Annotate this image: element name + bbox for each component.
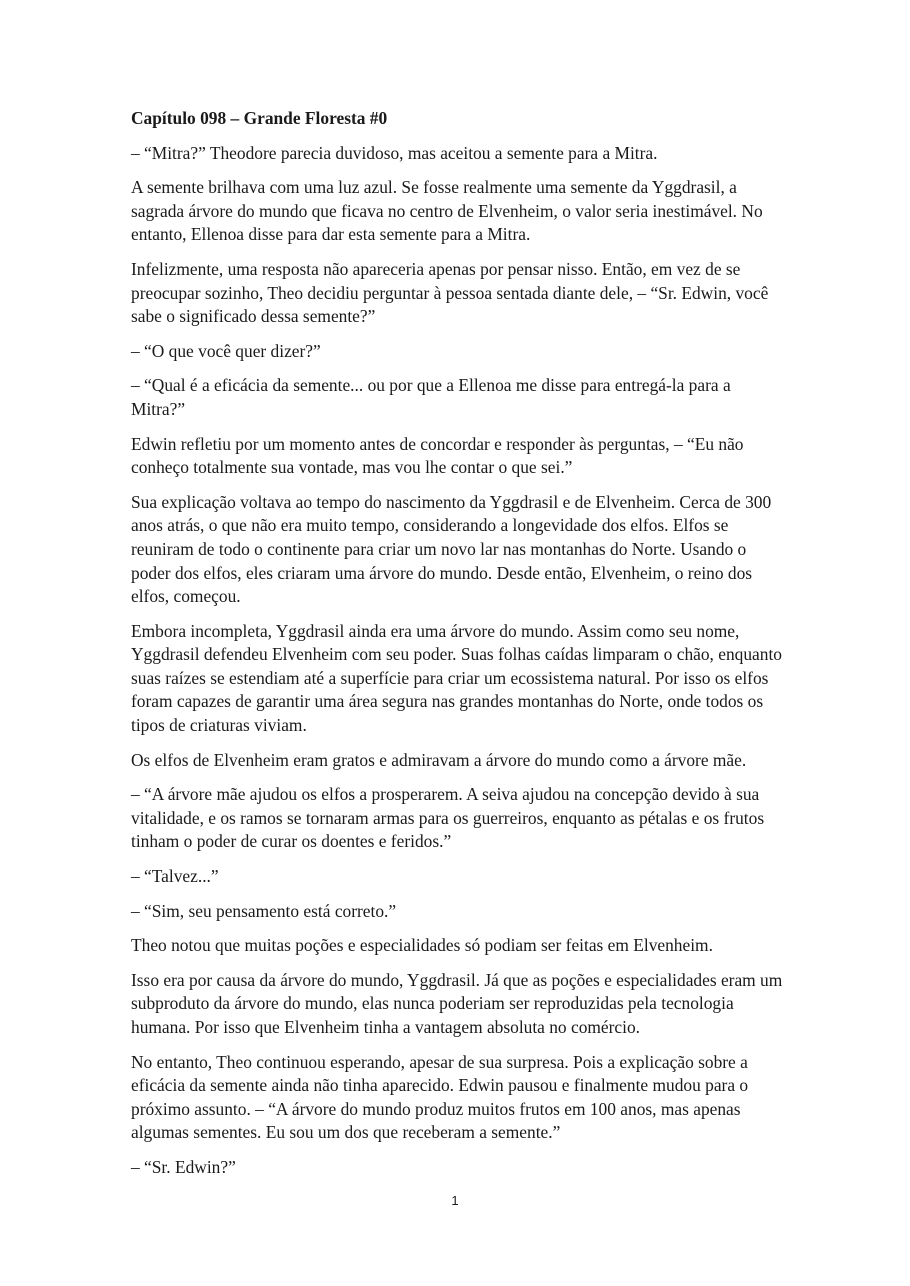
page-number: 1 (451, 1193, 459, 1208)
paragraph: No entanto, Theo continuou esperando, apesar de sua surpresa. Pois a explicação sobre a eficácia da semente ainda não tinha aparecido. Edwin pausou e finalmente mudou para o próximo assunto. – “A árvore do mundo produz muitos frutos em 100 anos, mas apenas algumas sementes. Eu sou um dos que receberam a semente.” (131, 1051, 749, 1143)
paragraph: – “O que você quer dizer?” (131, 340, 321, 361)
paragraph: Infelizmente, uma resposta não apareceria apenas por pensar nisso. Então, em vez de se preocupar sozinho, Theo decidiu perguntar à pessoa sentada diante dele, – “Sr. Edwin, você sabe o significado dessa semente?” (131, 258, 769, 327)
paragraph: Edwin refletiu por um momento antes de concordar e responder às perguntas, – “Eu não conheço totalmente sua vontade, mas vou lhe contar o que sei.” (131, 433, 744, 478)
paragraph: Isso era por causa da árvore do mundo, Yggdrasil. Já que as poções e especialidades eram um subproduto da árvore do mundo, elas nunca poderiam ser reproduzidas pela tecnologia humana. Por isso que Elvenheim tinha a vantagem absoluta no comércio. (131, 969, 783, 1037)
paragraph: – “Mitra?” Theodore parecia duvidoso, mas aceitou a semente para a Mitra. (131, 142, 658, 163)
document-body (131, 107, 783, 1191)
paragraph: – “Sim, seu pensamento está correto.” (131, 900, 397, 921)
paragraph: Embora incompleta, Yggdrasil ainda era uma árvore do mundo. Assim como seu nome, Yggdrasil defendeu Elvenheim com seu poder. Suas folhas caídas limparam o chão, enquanto suas raízes se estendiam até a superfície para criar um ecossistema natural. Por isso os elfos foram capazes de garantir uma área segura nas grandes montanhas do Norte, onde todos os tipos de criaturas viviam. (131, 620, 782, 736)
paragraph: Os elfos de Elvenheim eram gratos e admiravam a árvore do mundo como a árvore mãe. (131, 749, 747, 770)
paragraph: Theo notou que muitas poções e especialidades só podiam ser feitas em Elvenheim. (131, 935, 713, 956)
paragraph: – “Qual é a eficácia da semente... ou por que a Ellenoa me disse para entregá-la para a Mitra?” (131, 375, 731, 419)
paragraph: – “Talvez...” (131, 866, 219, 887)
paragraph: – “Sr. Edwin?” (131, 1156, 236, 1177)
paragraph: A semente brilhava com uma luz azul. Se fosse realmente uma semente da Yggdrasil, a sagrada árvore do mundo que ficava no centro de Elvenheim, o valor seria inestimável. No entanto, Ellenoa disse para dar esta semente para a Mitra. (131, 177, 763, 245)
chapter-title: Capítulo 098 – Grande Floresta #0 (131, 108, 388, 128)
paragraph: Sua explicação voltava ao tempo do nascimento da Yggdrasil e de Elvenheim. Cerca de 300 anos atrás, o que não era muito tempo, considerando a longevidade dos elfos. Elfos se reuniram de todo o continente para criar um novo lar nas montanhas do Norte. Usando o poder dos elfos, eles criaram uma árvore do mundo. Desde então, Elvenheim, o reino dos elfos, começou. (131, 491, 772, 607)
paragraph: – “A árvore mãe ajudou os elfos a prosperarem. A seiva ajudou na concepção devido à sua vitalidade, e os ramos se tornaram armas para os guerreiros, enquanto as pétalas e os frutos tinham o poder de curar os doentes e feridos.” (131, 784, 765, 852)
